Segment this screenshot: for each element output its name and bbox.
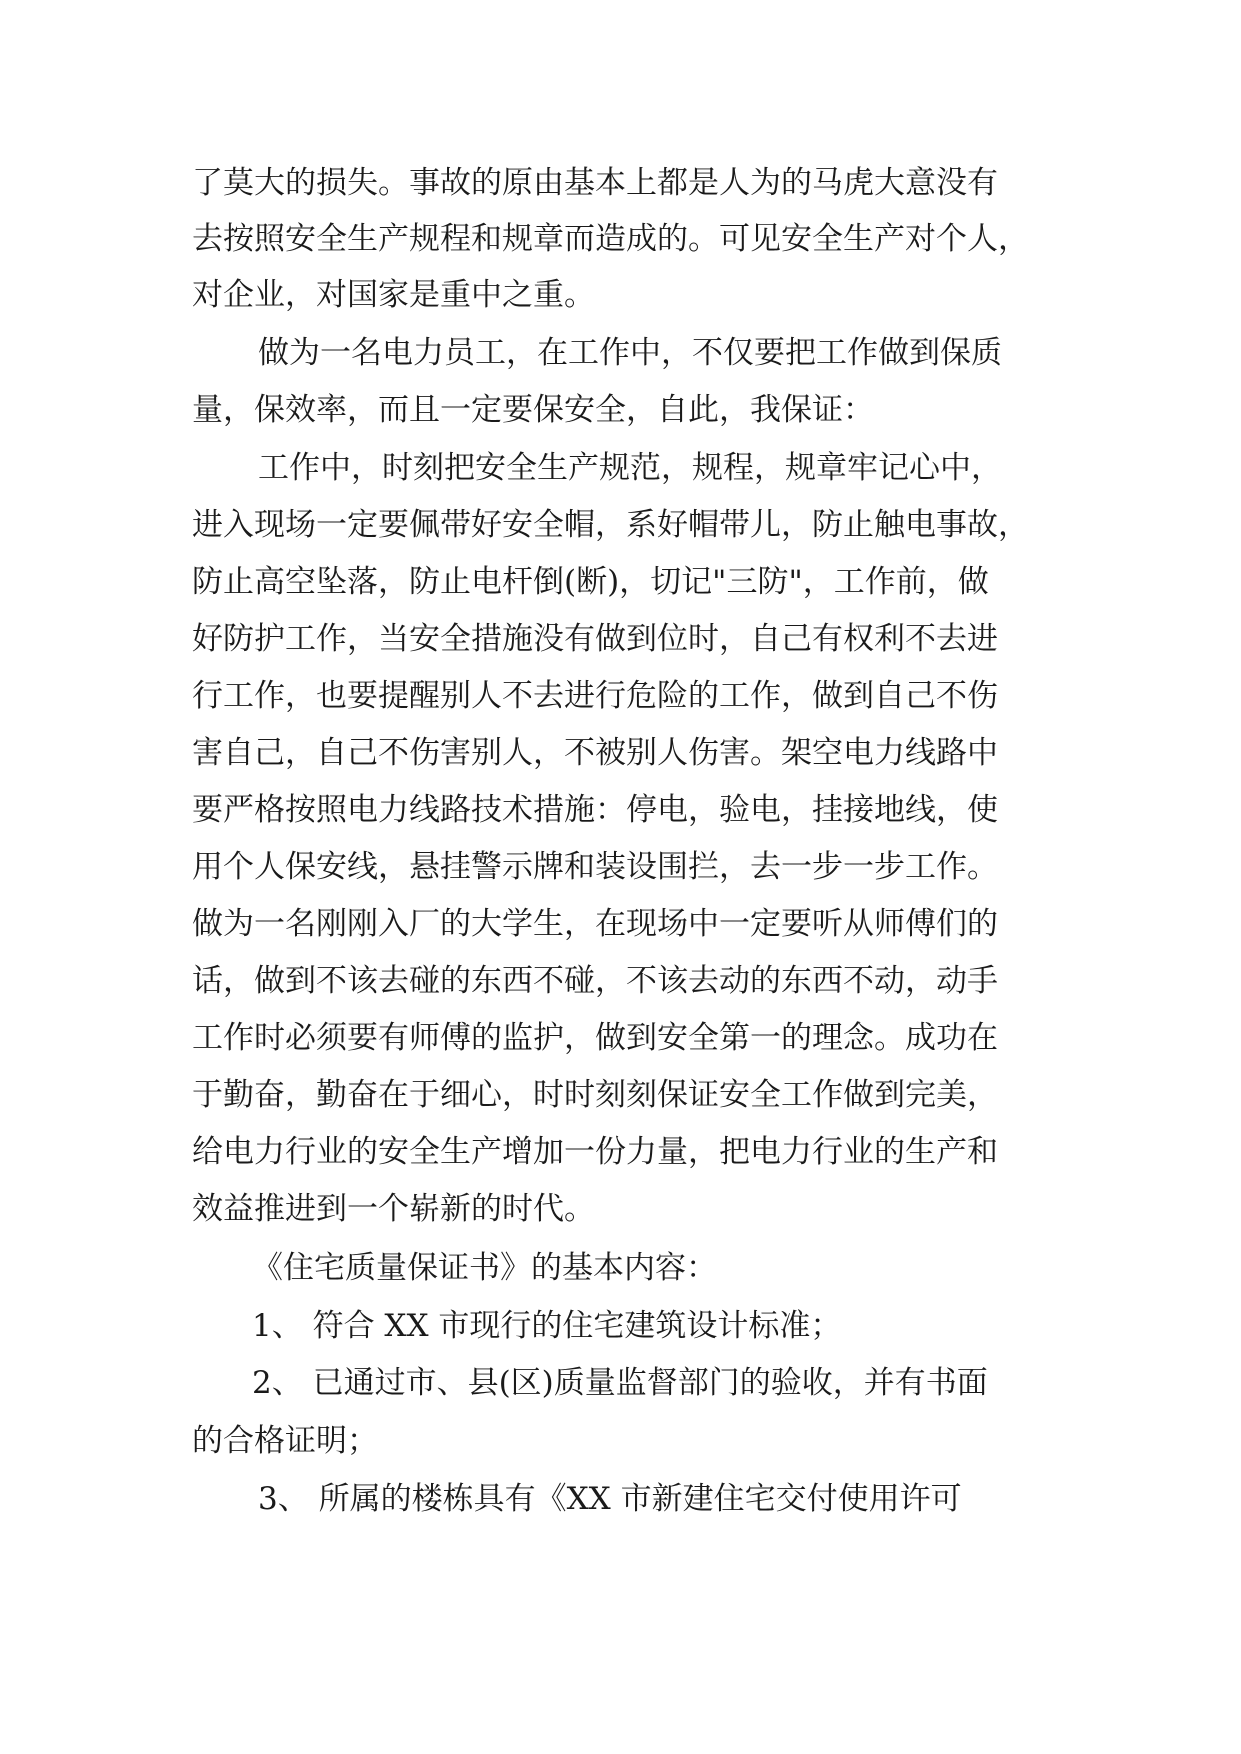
text-line-9: 好防护工作，当安全措施没有做到位时，自己有权利不去进 [192, 621, 998, 657]
list-item-2: 2、 已通过市、县(区)质量监督部门的验收，并有书面 [252, 1365, 988, 1401]
list-item-1: 1、 符合 XX 市现行的住宅建筑设计标准； [252, 1308, 842, 1344]
text-line-15: 话，做到不该去碰的东西不碰，不该去动的东西不动，动手 [192, 963, 998, 999]
paragraph-indent-line: 工作中，时刻把安全生产规范，规程，规章牢记心中， [258, 450, 1002, 486]
text-line-8: 防止高空坠落，防止电杆倒(断)，切记"三防"，工作前，做 [192, 564, 989, 600]
text-line-5: 量，保效率，而且一定要保安全，自此，我保证： [192, 392, 874, 428]
paragraph-indent-line: 做为一名电力员工，在工作中，不仅要把工作做到保质 [258, 335, 1002, 371]
text-line-3: 对企业，对国家是重中之重。 [192, 277, 595, 313]
text-line-17: 于勤奋，勤奋在于细心，时时刻刻保证安全工作做到完美， [192, 1077, 998, 1113]
text-line-2: 去按照安全生产规程和规章而造成的。可见安全生产对个人， [192, 221, 1029, 257]
list-item-3: 3、 所属的楼栋具有《XX 市新建住宅交付使用许可 [258, 1481, 962, 1517]
text-line-13: 用个人保安线，悬挂警示牌和装设围拦，去一步一步工作。 [192, 849, 998, 885]
list-item-2-continued: 的合格证明； [192, 1423, 378, 1459]
text-line-12: 要严格按照电力线路技术措施：停电，验电，挂接地线，使 [192, 792, 998, 828]
section-heading: 《住宅质量保证书》的基本内容： [252, 1250, 717, 1286]
text-line-7: 进入现场一定要佩带好安全帽，系好帽带儿，防止触电事故， [192, 507, 1029, 543]
text-line-11: 害自己，自己不伤害别人，不被别人伤害。架空电力线路中 [192, 735, 998, 771]
text-line-14: 做为一名刚刚入厂的大学生，在现场中一定要听从师傅们的 [192, 906, 998, 942]
text-line-16: 工作时必须要有师傅的监护，做到安全第一的理念。成功在 [192, 1020, 998, 1056]
text-line-19: 效益推进到一个崭新的时代。 [192, 1191, 595, 1227]
text-line-10: 行工作，也要提醒别人不去进行危险的工作，做到自己不伤 [192, 678, 998, 714]
text-line-18: 给电力行业的安全生产增加一份力量，把电力行业的生产和 [192, 1134, 998, 1170]
text-line-1: 了莫大的损失。事故的原由基本上都是人为的马虎大意没有 [192, 165, 998, 201]
